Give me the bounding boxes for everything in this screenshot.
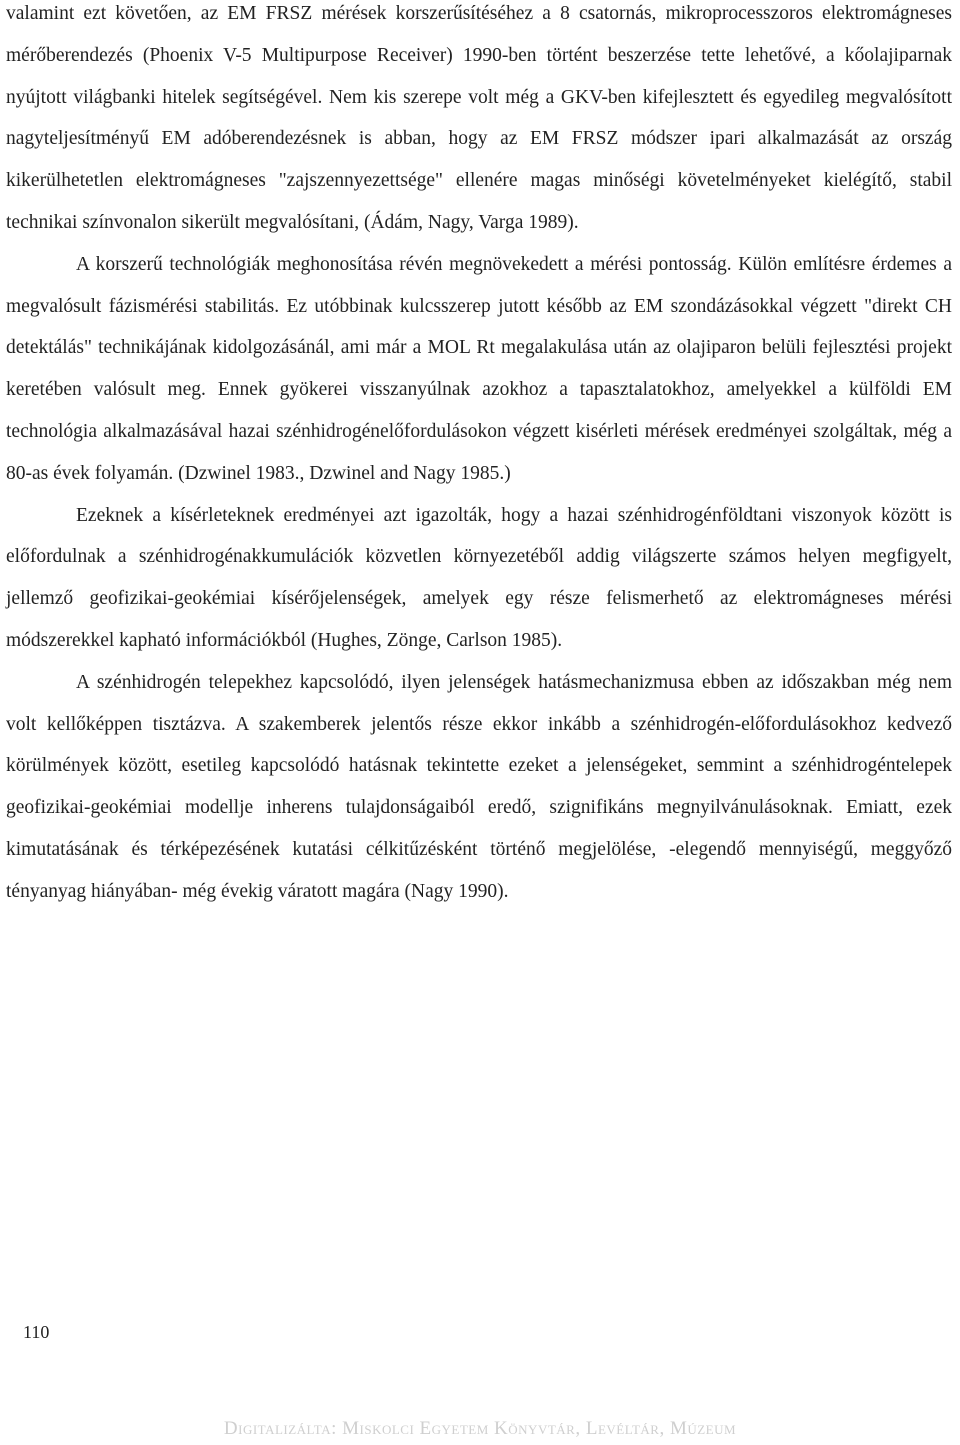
- document-page: [6, 0, 952, 913]
- body-paragraph-3: Ezeknek a kísérleteknek eredményei azt igazolták, hogy a hazai szénhidrogénföldtani viszonyok között is előfordulnak a szénhidrogénakkumulációk közvetlen környezetéből addig világszerte számos helyen megfigyelt, jellemző geofizikai-geokémiai kísérőjelenségek, amelyek egy része felismerhető az elektromágneses mérési módszerekkel kapható információkból (Hughes, Zönge, Carlson 1985).: [6, 504, 952, 651]
- page-number: 110: [23, 1322, 50, 1342]
- digitization-footer: Digitalizálta: Miskolci Egyetem Könyvtár, Levéltár, Múzeum: [223, 1418, 737, 1439]
- body-paragraph-1: valamint ezt követően, az EM FRSZ mérések korszerűsítéséhez a 8 csatornás, mikroprocesszoros elektromágneses mérőberendezés (Phoenix V-5 Multipurpose Receiver) 1990-ben történt beszerzése tette lehetővé, a kőolajiparnak nyújtott világbanki hitelek segítségével. Nem kis szerepe volt még a GKV-ben kifejlesztett és egyedileg megvalósított nagyteljesítményű EM adóberendezésnek is abban, hogy az EM FRSZ módszer ipari alkalmazását az ország kikerülhetetlen elektromágneses "zajszennyezettsége" ellenére magas minőségi követelményeket kielégítő, stabil technikai színvonalon sikerült megvalósítani, (Ádám, Nagy, Varga 1989).: [6, 3, 952, 233]
- body-paragraph-4: A szénhidrogén telepekhez kapcsolódó, ilyen jelenségek hatásmechanizmusa ebben az időszakban még nem volt kellőképpen tisztázva. A szakemberek jelentős része ekkor inkább a szénhidrogén-előfordulásokhoz kedvező körülmények között, esetileg kapcsolódó hatásnak tekintette ezeket a jelenségeket, semmint a szénhidrogéntelepek geofizikai-geokémiai modellje inherens tulajdonságaiból eredő, szignifikáns megnyilvánulásoknak. Emiatt, ezek kimutatásának és térképezésének kutatási célkitűzésként történő megjelölése, -elegendő mennyiségű, meggyőző tényanyag hiányában- még évekig váratott magára (Nagy 1990).: [6, 671, 952, 902]
- body-paragraph-2: A korszerű technológiák meghonosítása révén megnövekedett a mérési pontosság. Külön említésre érdemes a megvalósult fázismérési stabilitás. Ez utóbbinak kulcsszerep jutott később az EM szondázásokkal végzett "direkt CH detektálás" technikájának kidolgozásánál, ami már a MOL Rt megalakulása után az olajiparon belüli fejlesztési projekt keretében valósult meg. Ennek gyökerei visszanyúlnak azokhoz a tapasztalatokhoz, amelyekkel a külföldi EM technológia alkalmazásával hazai szénhidrogénelőfordulásokon végzett kisérleti mérések eredményei szolgáltak, még a 80-as évek folyamán. (Dzwinel 1983., Dzwinel and Nagy 1985.): [6, 253, 952, 484]
